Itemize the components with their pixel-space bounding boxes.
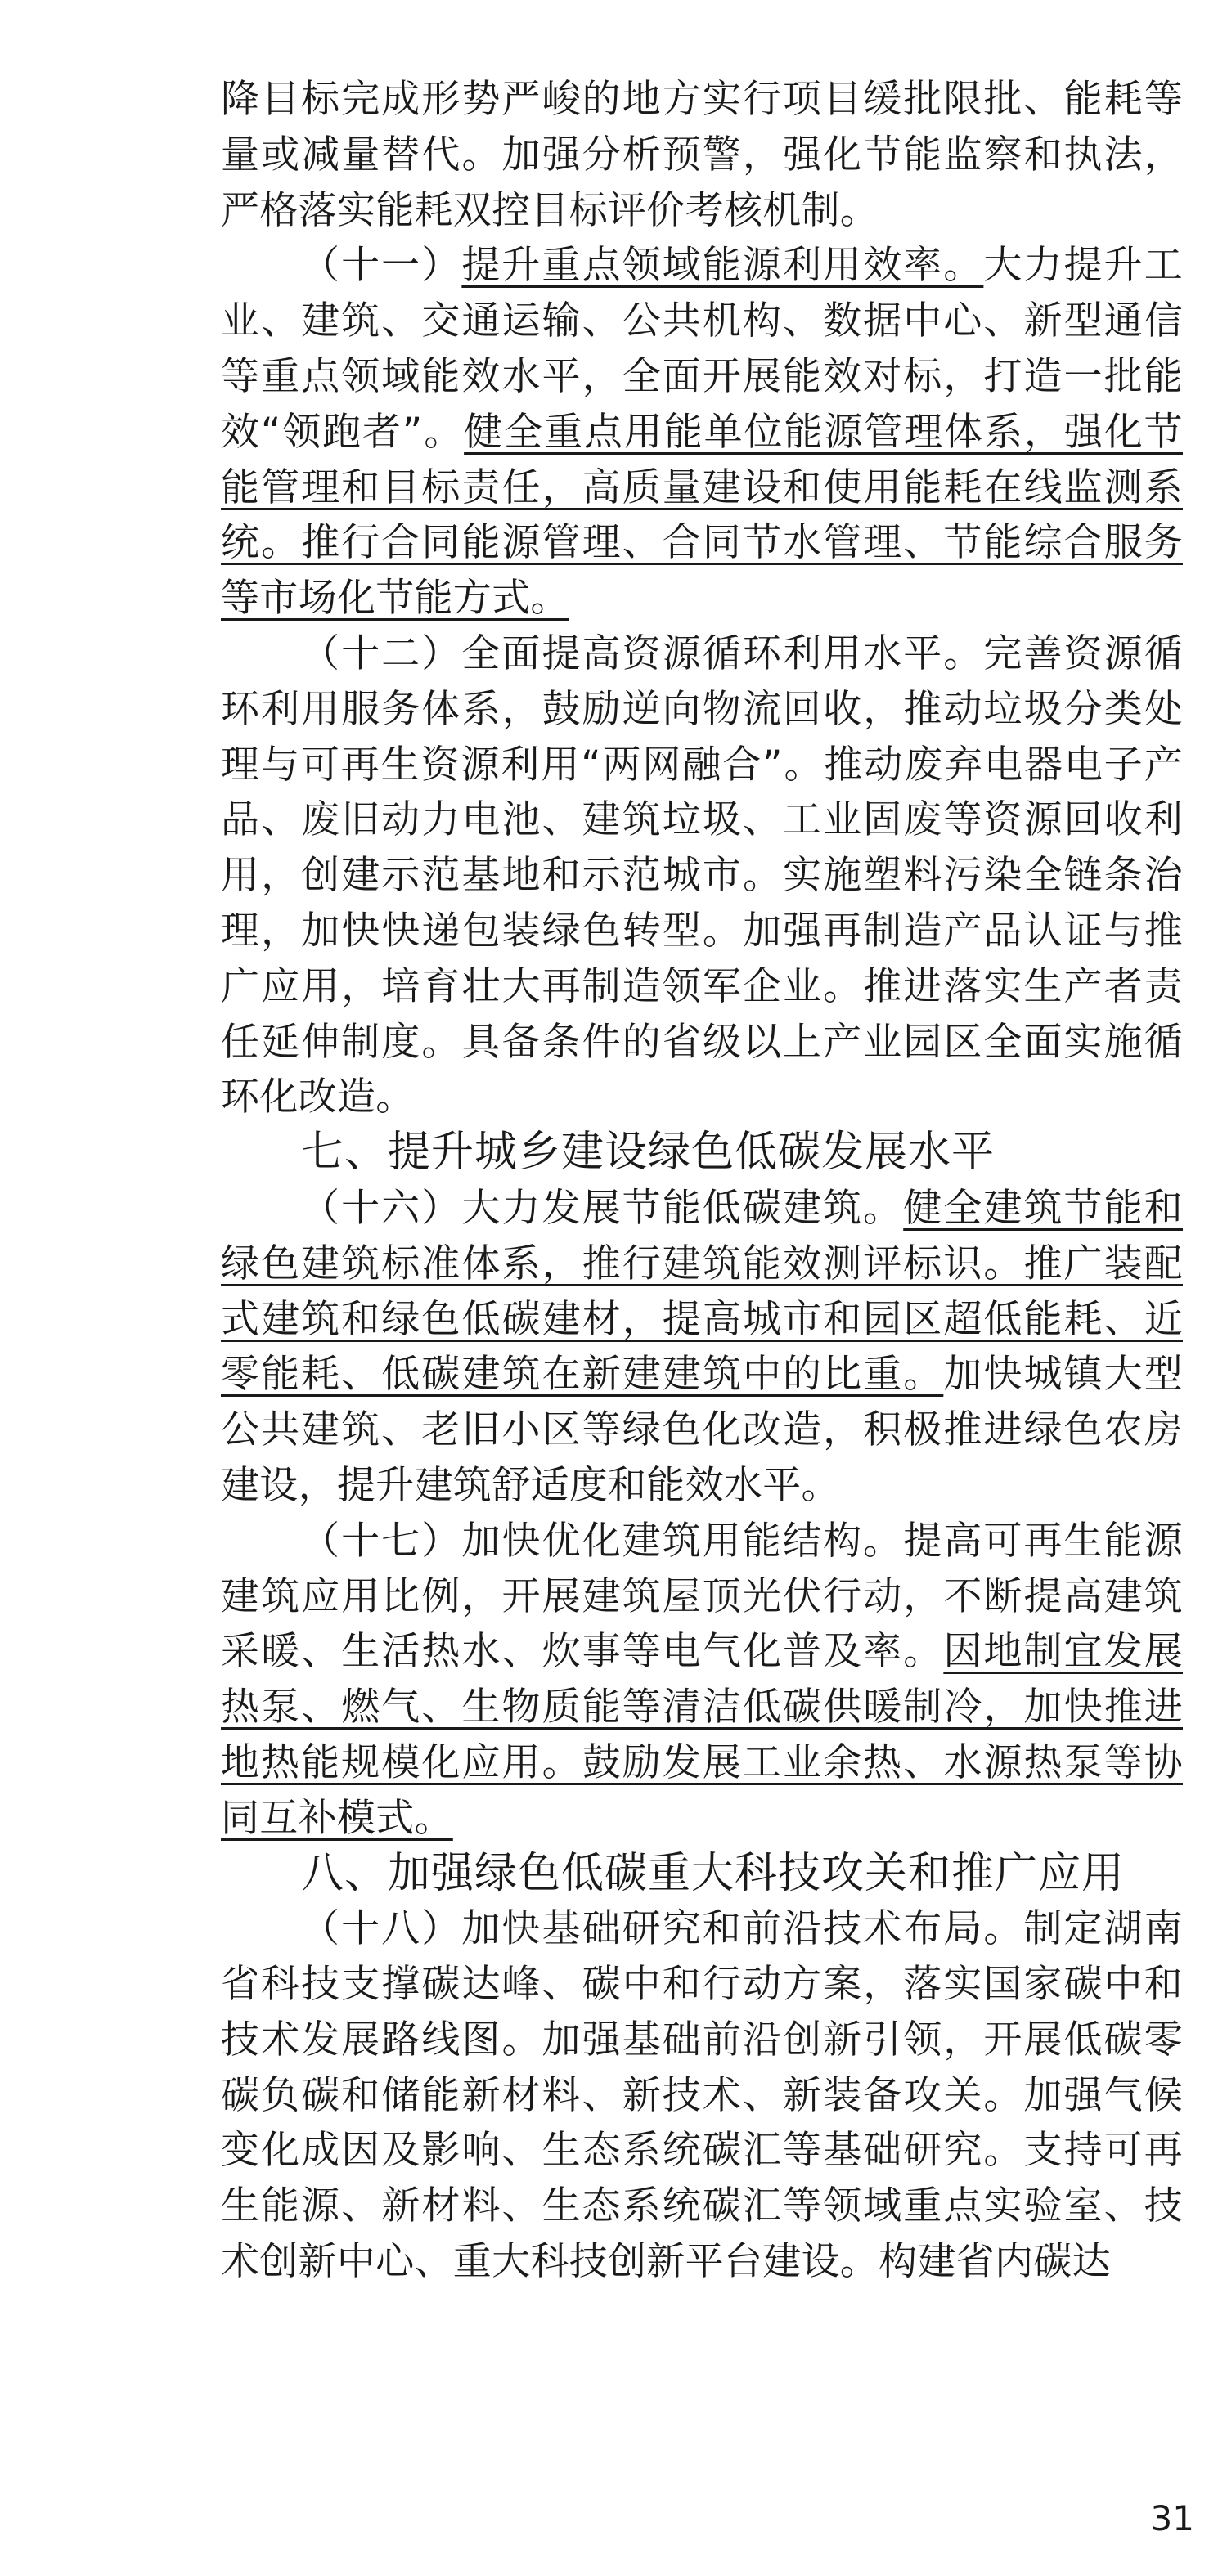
page-number: 31 [1150, 2498, 1194, 2538]
text-span: 加快城镇大型公共建筑、老旧小区等绿色化改造，积极推进绿色农房建设，提升建筑舒适度和能效水平。 [221, 1352, 1183, 1508]
paragraph [221, 1181, 1183, 1514]
text-span: （十一） [301, 243, 462, 289]
document-body [221, 72, 1183, 2290]
text-span: （十二）全面提高资源循环利用水平。完善资源循环利用服务体系，鼓励逆向物流回收，推动垃圾分类处理与可再生资源利用“两网融合”。推动废弃电器电子产品、废旧动力电池、建筑垃圾、工业固废等资源回收利用，创建示范基地和示范城市。实施塑料污染全链条治理，加快快递包装绿色转型。加强再制造产品认证与推广应用，培育壮大再制造领军企业。推进落实生产者责任延伸制度。具备条件的省级以上产业园区全面实施循环化改造。 [221, 631, 1183, 1120]
underlined-text: 提升重点领域能源利用效率。 [461, 243, 984, 289]
paragraph [221, 72, 1183, 238]
underlined-text: 健全建筑节能和绿色建筑标准体系，推行建筑能效测评标识。推广装配式建筑和绿色低碳建材，提高城市和园区超低能耗、近零能耗、低碳建筑在新建建筑中的比重。 [221, 1185, 1184, 1398]
section-heading: 八、加强绿色低碳重大科技攻关和推广应用 [301, 1848, 1126, 1898]
text-span: 大力提升工业、建筑、交通运输、公共机构、数据中心、新型通信等重点领域能效水平，全面开展能效对标，打造一批能效“领跑者”。 [221, 243, 1183, 455]
underlined-text: 因地制宜发展热泵、燃气、生物质能等清洁低碳供暖制冷，加快推进地热能规模化应用。鼓励发展工业余热、水源热泵等协同互补模式。 [221, 1629, 1183, 1841]
text-span: （十八）加快基础研究和前沿技术布局。制定湖南省科技支撑碳达峰、碳中和行动方案，落实国家碳中和技术发展路线图。加强基础前沿创新引领，开展低碳零碳负碳和储能新材料、新技术、新装备攻关。加强气候变化成因及影响、生态系统碳汇等基础研究。支持可再生能源、新材料、生态系统碳汇等领域重点实验室、技术创新中心、重大科技创新平台建设。构建省内碳达 [221, 1906, 1183, 2285]
text-span: 降目标完成形势严峻的地方实行项目缓批限批、能耗等量或减量替代。加强分析预警，强化节能监察和执法，严格落实能耗双控目标评价考核机制。 [221, 77, 1183, 233]
underlined-text: 健全重点用能单位能源管理体系，强化节能管理和目标责任，高质量建设和使用能耗在线监测系统。推行合同能源管理、合同节水管理、节能综合服务等市场化节能方式。 [221, 409, 1183, 622]
text-span: （十七）加快优化建筑用能结构。提高可再生能源建筑应用比例，开展建筑屋顶光伏行动，不断提高建筑采暖、生活热水、炊事等电气化普及率。 [221, 1518, 1183, 1675]
paragraph [221, 1901, 1183, 2290]
paragraph [221, 1514, 1183, 1847]
paragraph [221, 626, 1183, 1125]
text-span: （十六）大力发展节能低碳建筑。 [301, 1185, 904, 1231]
section-heading: 七、提升城乡建设绿色低碳发展水平 [301, 1128, 996, 1178]
paragraph [221, 238, 1183, 626]
